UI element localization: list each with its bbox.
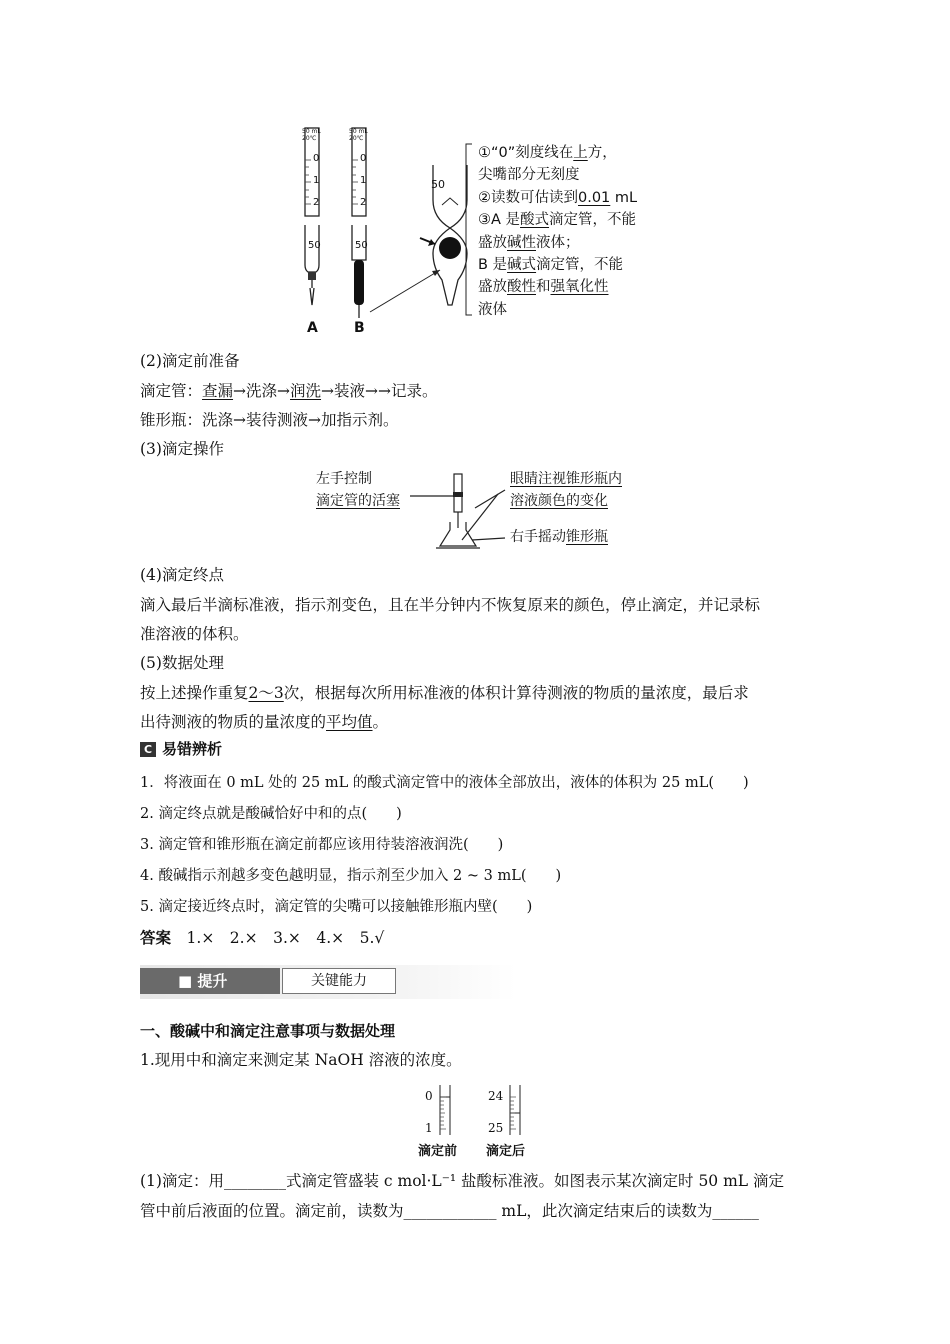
note-line: 液体 [478, 301, 507, 318]
note-line: B 是碱式滴定管，不能 [478, 257, 624, 274]
banner-dark-tab: ■ 提升 [140, 968, 280, 994]
label-a: A [307, 320, 318, 336]
eye-label-2: 溶液颜色的变化 [510, 493, 608, 509]
sec2-buret-steps: 滴定管：查漏→洗涤→润洗→装液→→记录。 [140, 382, 438, 400]
answers-line: 答案 1.× 2.× 3.× 4.× 5.√ [140, 929, 385, 947]
note-line: ②读数可估读到0.01 mL [478, 189, 638, 206]
error-item: 1．将液面在 0 mL 处的 25 mL 的酸式滴定管中的液体全部放出，液体的体积为 25 mL( ) [140, 775, 749, 791]
glass-bead [439, 237, 461, 259]
left-hand-label-2: 滴定管的活塞 [316, 493, 400, 509]
sec4-title: (4)滴定终点 [140, 566, 224, 584]
before-top-value: 0 [425, 1089, 433, 1103]
after-label: 滴定后 [486, 1144, 526, 1159]
error-badge-icon: C [140, 742, 156, 757]
error-item: 3. 滴定管和锥形瓶在滴定前都应该用待装溶液润洗( ) [140, 837, 504, 853]
note-line: 尖嘴部分无刻度 [478, 167, 580, 184]
note-line: 盛放酸性和强氧化性 [478, 279, 609, 296]
tick-b-2: 2 [360, 197, 367, 208]
part1-q1: 1.现用中和滴定来测定某 NaOH 溶液的浓度。 [140, 1051, 462, 1069]
banner-light-tab: 关键能力 [282, 968, 396, 994]
note-line: 盛放碱性液体； [478, 234, 580, 251]
rubber-tube-b [354, 260, 364, 305]
zoom-arrow [370, 270, 440, 312]
after-bottom-value: 25 [488, 1121, 504, 1135]
sec2-title: (2)滴定前准备 [140, 352, 240, 370]
note-line: ①“0”刻度线在上方， [478, 145, 617, 161]
after-top-value: 24 [488, 1089, 504, 1103]
sec5-title: (5)数据处理 [140, 654, 224, 672]
error-item: 5. 滴定接近终点时，滴定管的尖嘴可以接触锥形瓶内壁( ) [140, 899, 533, 915]
eye-label-1: 眼睛注视锥形瓶内 [510, 471, 622, 487]
sec2-flask-steps: 锥形瓶：洗涤→装待测液→加指示剂。 [140, 411, 399, 429]
tick-b-0: 0 [360, 153, 367, 164]
tick-b-50: 50 [355, 240, 368, 251]
label-b: B [354, 320, 365, 336]
tick-a-1: 1 [313, 175, 320, 186]
errors-title: 易错辨析 [162, 740, 223, 758]
error-item: 4. 酸碱指示剂越多变色越明显，指示剂至少加入 2 ~ 3 mL( ) [140, 868, 562, 884]
reading-figure [418, 1083, 538, 1138]
sec3-title: (3)滴定操作 [140, 440, 224, 458]
sec5-line1: 按上述操作重复2～3次，根据每次所用标准液的体积计算待测液的物质的量浓度，最后求 [140, 684, 749, 702]
tick-b-1: 1 [360, 175, 367, 186]
tick-a-50: 50 [308, 240, 321, 251]
tube-b-capacity: 50 mL 20℃ [349, 128, 368, 142]
note-line: ③A 是酸式滴定管，不能 [478, 212, 637, 229]
right-hand-label: 右手摇动锥形瓶 [510, 529, 608, 545]
before-label: 滴定前 [418, 1144, 458, 1159]
zoom-tick-50: 50 [431, 178, 445, 191]
sec4-line2: 准溶液的体积。 [140, 625, 249, 643]
tick-a-0: 0 [313, 153, 320, 164]
buret-notes [478, 142, 637, 321]
tick-a-2: 2 [313, 197, 320, 208]
sec4-line1: 滴入最后半滴标准液，指示剂变色，且在半分钟内不恢复原来的颜色，停止滴定，并记录标 [140, 596, 761, 614]
part1-q1-line2: 管中前后液面的位置。滴定前，读数为____________ mL，此次滴定结束后的读数为______ [140, 1202, 759, 1220]
sec5-line2: 出待测液的物质的量浓度的平均值。 [140, 713, 389, 731]
brace [462, 142, 474, 317]
before-bottom-value: 1 [425, 1121, 433, 1135]
titration-figure [410, 470, 510, 552]
part1-q1-line1: (1)滴定：用________式滴定管盛装 c mol·L⁻¹ 盐酸标准液。如图表示某次滴定时 50 mL 滴定 [140, 1172, 785, 1190]
left-hand-label-1: 左手控制 [316, 471, 372, 487]
tube-a-capacity: 50 mL 20℃ [302, 128, 321, 142]
stopcock-a [308, 272, 316, 280]
error-item: 2. 滴定终点就是酸碱恰好中和的点( ) [140, 806, 402, 822]
part1-heading: 一、酸碱中和滴定注意事项与数据处理 [140, 1022, 396, 1040]
